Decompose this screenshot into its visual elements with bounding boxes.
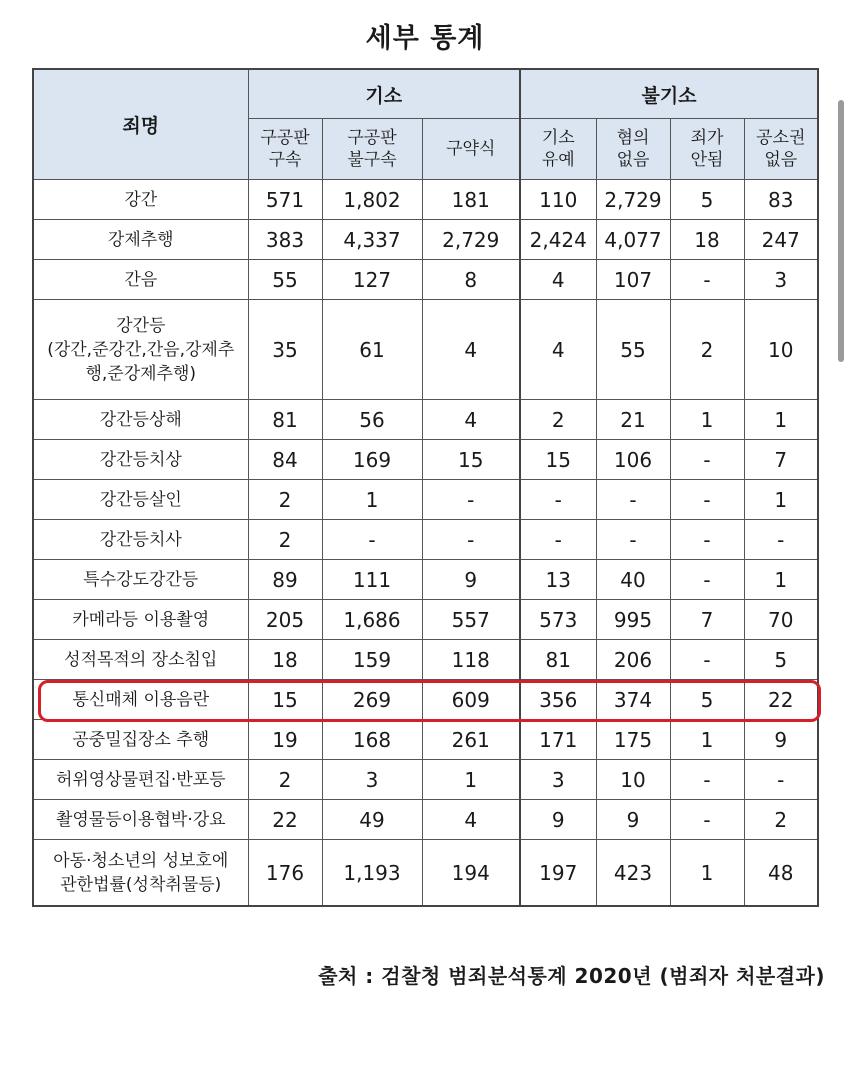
source-note: 출처 : 검찰청 범죄분석통계 2020년 (범죄자 처분결과) [318,964,825,988]
table-row [33,720,818,760]
value-cell: 40 [596,560,670,600]
value-cell: 22 [248,800,322,840]
crime-name-cell [33,640,248,680]
group-header-indicted: 기소 [248,69,520,119]
table-row [33,640,818,680]
value-cell: 261 [422,720,520,760]
value-cell: 1,686 [322,600,422,640]
value-cell: 159 [322,640,422,680]
crime-name-line: 강제추행 [107,229,174,250]
value-cell: 15 [422,440,520,480]
value-cell: 48 [744,840,818,907]
value-cell: 15 [520,440,596,480]
column-header-line: 안됨 [690,150,724,170]
value-cell: - [596,520,670,560]
column-header-line: 없음 [764,150,798,170]
column-header [248,119,322,180]
crime-name-cell [33,260,248,300]
column-header [322,119,422,180]
value-cell: - [520,520,596,560]
value-cell: 127 [322,260,422,300]
value-cell: 194 [422,840,520,907]
crime-name-line: 허위영상물편집·반포등 [55,769,226,790]
column-header-line: 구약식 [446,139,496,159]
value-cell: 197 [520,840,596,907]
value-cell: 15 [248,680,322,720]
value-cell: 1 [670,720,744,760]
column-header [744,119,818,180]
column-header-line: 죄가 [690,128,724,148]
value-cell: - [670,520,744,560]
value-cell: 9 [422,560,520,600]
value-cell: 181 [422,180,520,220]
crime-name-line: 간음 [124,269,158,290]
crime-name-line: 행,준강제추행) [85,363,197,384]
crime-name-cell [33,480,248,520]
crime-name-header: 죄명 [33,69,248,180]
crime-name-cell [33,520,248,560]
table-row [33,680,818,720]
table-row [33,560,818,600]
column-header [520,119,596,180]
value-cell: 3 [744,260,818,300]
value-cell: 7 [744,440,818,480]
crime-name-line: 공중밀집장소 추행 [72,729,210,750]
value-cell: - [596,480,670,520]
column-header [422,119,520,180]
table-row [33,260,818,300]
group-header-not-indicted: 불기소 [520,69,818,119]
table-row [33,220,818,260]
table-row [33,300,818,400]
value-cell: 18 [248,640,322,680]
crime-name-line: 강간등치사 [99,529,182,550]
value-cell: 10 [744,300,818,400]
value-cell: 5 [670,680,744,720]
value-cell: 2 [248,520,322,560]
value-cell: 107 [596,260,670,300]
column-header-line: 유예 [541,150,575,170]
value-cell: 1 [670,840,744,907]
statistics-table [32,68,819,907]
crime-name-cell [33,180,248,220]
value-cell: 557 [422,600,520,640]
value-cell: 9 [744,720,818,760]
column-header [670,119,744,180]
value-cell: 81 [248,400,322,440]
crime-name-cell [33,800,248,840]
value-cell: 5 [744,640,818,680]
value-cell: 4 [422,300,520,400]
value-cell: 423 [596,840,670,907]
value-cell: 175 [596,720,670,760]
table-row [33,600,818,640]
value-cell: - [744,520,818,560]
table-header [33,69,818,180]
value-cell: 206 [596,640,670,680]
value-cell: 171 [520,720,596,760]
value-cell: 1 [422,760,520,800]
value-cell: 18 [670,220,744,260]
scrollbar-thumb[interactable] [838,100,844,362]
value-cell: 5 [670,180,744,220]
value-cell: 111 [322,560,422,600]
table-row [33,440,818,480]
value-cell: 1 [744,480,818,520]
value-cell: 4,337 [322,220,422,260]
crime-name-line: 카메라등 이용촬영 [72,609,210,630]
value-cell: 56 [322,400,422,440]
value-cell: 8 [422,260,520,300]
value-cell: 4 [520,260,596,300]
crime-name-cell [33,220,248,260]
crime-name-line: 성적목적의 장소침입 [64,649,218,670]
value-cell: 1 [322,480,422,520]
value-cell: - [520,480,596,520]
crime-name-cell [33,600,248,640]
page-title: 세부 통계 [365,23,485,54]
value-cell: 2 [520,400,596,440]
value-cell: 609 [422,680,520,720]
crime-name-line: 통신매체 이용음란 [72,689,210,710]
crime-name-cell [33,720,248,760]
table-row [33,400,818,440]
value-cell: - [670,560,744,600]
crime-name-line: 강간등살인 [99,489,182,510]
value-cell: 4 [422,400,520,440]
value-cell: - [670,440,744,480]
crime-name-line: 강간등 [116,315,166,336]
value-cell: 81 [520,640,596,680]
table-row [33,840,818,907]
value-cell: - [422,520,520,560]
value-cell: 1,193 [322,840,422,907]
column-header-line: 기소 [541,128,575,148]
crime-name-line: 강간등상해 [99,409,182,430]
table-row [33,760,818,800]
value-cell: 19 [248,720,322,760]
value-cell: 995 [596,600,670,640]
column-header-line: 없음 [616,150,650,170]
crime-name-cell [33,840,248,907]
column-header-line: 구공판 [347,128,397,148]
value-cell: 70 [744,600,818,640]
value-cell: 573 [520,600,596,640]
crime-name-line: 강간등치상 [99,449,182,470]
column-header-line: 구공판 [260,128,310,148]
value-cell: 55 [596,300,670,400]
crime-name-line: (강간,준강간,간음,강제추 [47,339,235,360]
value-cell: 247 [744,220,818,260]
value-cell: 2 [670,300,744,400]
crime-name-cell [33,760,248,800]
value-cell: 2,729 [596,180,670,220]
value-cell: 9 [520,800,596,840]
value-cell: 356 [520,680,596,720]
column-header-line: 혐의 [616,128,650,148]
table-row [33,180,818,220]
value-cell: 205 [248,600,322,640]
value-cell: 1,802 [322,180,422,220]
crime-name-line: 촬영물등이용협박·강요 [55,809,226,830]
column-header-line: 불구속 [347,150,397,170]
value-cell: 4 [520,300,596,400]
value-cell: 22 [744,680,818,720]
table-row [33,480,818,520]
value-cell: 118 [422,640,520,680]
value-cell: 13 [520,560,596,600]
crime-name-cell [33,300,248,400]
value-cell: 571 [248,180,322,220]
value-cell: 21 [596,400,670,440]
value-cell: - [670,260,744,300]
table-row [33,520,818,560]
value-cell: 2,424 [520,220,596,260]
value-cell: 2,729 [422,220,520,260]
value-cell: 84 [248,440,322,480]
value-cell: - [670,800,744,840]
value-cell: 3 [520,760,596,800]
crime-name-line: 아동·청소년의 성보호에 [53,850,229,871]
value-cell: 10 [596,760,670,800]
value-cell: 1 [670,400,744,440]
value-cell: - [670,480,744,520]
value-cell: 4 [422,800,520,840]
value-cell: 383 [248,220,322,260]
value-cell: 3 [322,760,422,800]
value-cell: - [322,520,422,560]
value-cell: 110 [520,180,596,220]
column-header-line: 구속 [268,150,302,170]
value-cell: 1 [744,400,818,440]
value-cell: - [670,640,744,680]
value-cell: 1 [744,560,818,600]
value-cell: 169 [322,440,422,480]
value-cell: 106 [596,440,670,480]
crime-name-cell [33,400,248,440]
crime-name-line: 강간 [124,189,158,210]
value-cell: 2 [744,800,818,840]
crime-name-line: 관한법률(성착취물등) [60,874,222,895]
crime-name-cell [33,440,248,480]
crime-name-cell [33,560,248,600]
value-cell: - [422,480,520,520]
value-cell: - [670,760,744,800]
crime-name-cell [33,680,248,720]
value-cell: 35 [248,300,322,400]
column-header-line: 공소권 [756,128,806,148]
crime-name-line: 특수강도강간등 [83,569,199,590]
value-cell: 168 [322,720,422,760]
value-cell: 2 [248,480,322,520]
column-header [596,119,670,180]
value-cell: 89 [248,560,322,600]
value-cell: 9 [596,800,670,840]
value-cell: 269 [322,680,422,720]
value-cell: 4,077 [596,220,670,260]
value-cell: 176 [248,840,322,907]
value-cell: 83 [744,180,818,220]
value-cell: 2 [248,760,322,800]
value-cell: 49 [322,800,422,840]
value-cell: 61 [322,300,422,400]
table-body [33,180,818,907]
value-cell: - [744,760,818,800]
value-cell: 374 [596,680,670,720]
value-cell: 7 [670,600,744,640]
table-row [33,800,818,840]
value-cell: 55 [248,260,322,300]
